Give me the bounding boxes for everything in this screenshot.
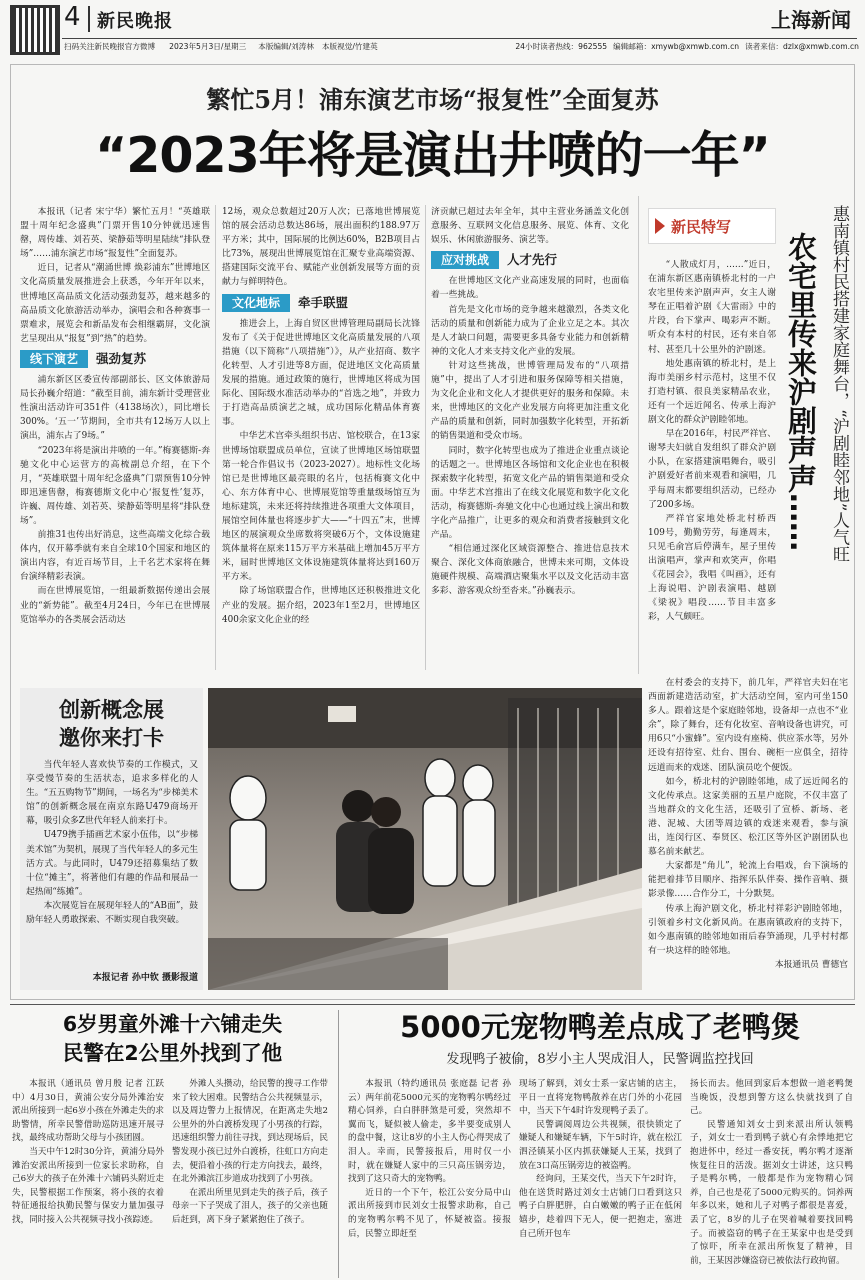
bottom-right-headline: 5000元宠物鸭差点成了老鸭煲: [400, 1010, 800, 1044]
paper-name: 新民晚报: [97, 11, 173, 32]
lead-c1-p2: 近日，记者从“潮涌世博 焕彩浦东”世博地区文化高质量发展推进会上获悉，今年开年以来，世博地区高品质文化活动强劲复苏，越来越多的高品质文化旅游活动举办，演唱会和各种赛事一票难求，展览会和新品发布会相继霸屏，文化演艺呈现出从“报复”到“热”的趋势。: [20, 263, 210, 344]
feature-c1-p3: 早在2016年，村民严祥官、谢琴夫妇就自发组织了群众沪剧小队，在家搭建演唱舞台，吸引沪剧爱好者前来观看和演唱，几乎每周末都要组织活动，已经办了200多场。: [648, 429, 776, 510]
subhead-text: 人才先行: [507, 252, 558, 268]
bottom-right-subheadline: 发现鸭子被偷，8岁小主人哭成泪人，民警调监控找回: [446, 1052, 754, 1067]
reader-email[interactable]: 读者来信：dzlx@xmwb.com.cn: [745, 42, 859, 51]
feature-column-1: [648, 258, 776, 674]
lead-kicker: 繁忙5月！浦东演艺市场“报复性”全面复苏: [206, 85, 659, 114]
feature-wide-p2: 如今，桥北村的沪剧睦邻地，成了远近闻名的文化传承点。这家美丽的五星户庭院，不仅丰富了当地群众的文化生活，还吸引了宣桥、新场、老港、泥城、大团等周边镇的戏迷来观看，参与演出，连闵行区、奉贤区、松江区等外区沪剧团队也慕名前来献艺。: [648, 776, 848, 858]
section-title: 上海新闻: [771, 8, 851, 32]
feature-vertical-kicker: 惠南镇村民搭建家庭舞台，“沪剧睦邻地”人气旺: [829, 205, 849, 563]
lead-column-2: [222, 205, 420, 675]
bottom-left-headline: [10, 1010, 335, 1068]
feature-column-wide: [648, 676, 848, 994]
photo-story-p2: U479携手插画艺术家小伍伟，以“步梯美术馆”为契机，展现了当代年轻人的多元生活方式。与此同时，U479还招募集结了数十位“摊主”，将著他们有趣的作品和展品一起热闹“练摊”。: [26, 830, 198, 897]
lead-column-3: [431, 205, 629, 675]
designer: 本版视觉/竹建英: [321, 42, 378, 51]
lead-c1-p1: 本报讯（记者 宋宁华）繁忙五月！“英雄联盟十周年纪念盛典”门票开售10分钟就迅速售罄，周传雄、刘若英、梁静茹等明星陆续“排队登场”……浦东演艺市场“报复性”全面复苏。: [20, 207, 210, 260]
photo-story-title: [20, 696, 203, 752]
feature-label-mark-icon: [655, 218, 665, 234]
subhead-challenges: [431, 251, 629, 269]
issue-date: 2023年5月3日/星期三: [169, 42, 247, 51]
feature-credit: 本报通讯员 曹德官: [774, 959, 848, 970]
lead-c3-p3: 首先是文化市场的竞争越来越激烈，各类文化活动的质量和创新能力成为了企业立足之本。其次是人才缺口问题，需要更多具备专业能力和创新精神的文化人才来支持文化产业的发展。: [431, 304, 629, 357]
subhead-tag: 文化地标: [222, 294, 290, 312]
subhead-live-shows: [20, 350, 210, 368]
bottom-right-p6: 扬长而去。他回到家后本想做一道老鸭煲当晚饭，没想到警方这么快就找到了自己。: [690, 1079, 853, 1117]
lead-c1-p5: 前推31也传出好消息，这些高端文化综合载体内，仅开幕季就有来自全球10个国家和地区的演出内容，有近百场节目，上千名艺术家将在舞台演绎精彩表演。: [20, 530, 210, 583]
photo-story-p3: 本次展览旨在展现年轻人的“AB面”，鼓励年轻人勇敢探索、不断实现自我突破。: [26, 900, 198, 926]
lead-c2-p2: 推进会上，上海自贸区世博管理局副局长沈锋发布了《关于促进世博地区文化高质量发展的八项措施（以下简称“八项措施”）》，从产业招商、数字化转型、人才引进等8方面，促进地区文化高质量发展的措施。通过政策的施行，世博地区将成为国际化、国际级水准活动举办的“首选之地”，并致力于打造高品质演艺之城，成功国际化精品体育赛事。: [222, 318, 420, 428]
lead-c3-p1: 济贡献已超过去年全年，其中主营业务涵盖文化创意服务、互联网文化信息服务、展览、体育、文化娱乐、休闲旅游服务、演艺等。: [431, 207, 629, 246]
lead-c1-p3: 浦东新区区委宣传部副部长、区文体旅游局局长孙巍介绍道：“截至目前，浦东新计受理营业性演出活动许可351件（4138场次），同比增长300%。‘五一’节期间，全市共有12场万人以上演出，浦东占了9场。”: [20, 375, 210, 442]
bottom-left-column-1: [12, 1078, 164, 1278]
bottom-left-headline-line2: 民警在2公里外找到了他: [62, 1041, 283, 1065]
feature-label: [648, 208, 776, 244]
bottom-right-column-3: [690, 1078, 853, 1278]
qr-caption: 扫码关注新民晚报官方微博: [64, 42, 156, 51]
subhead-tag: 应对挑战: [431, 251, 499, 269]
bottom-left-p4: 在派出所里见到走失的孩子后，孩子母亲一下子哭成了泪人，孩子的父亲也随后赶到，离下身子紧紧抱住了孩子。: [172, 1187, 328, 1225]
bottom-left-column-2: [172, 1078, 328, 1278]
photo-story-title-line2: 邀你来打卡: [59, 726, 164, 750]
bottom-right-p3: 现场了解到，刘女士系一家店铺的店主，平日一直将宠物鸭散养在店门外的小花园中，当天下午4时许发现鸭子丢了。: [519, 1079, 682, 1117]
bottom-right-p4: 民警调阅周边公共视频，很快锁定了嫌疑人和嫌疑车辆，下午5时许，就在松江泗泾镇某小区内抓获嫌疑人王某，找到了放在3口高压锅旁边的被盗鸭。: [519, 1119, 682, 1171]
subhead-text: 牵手联盟: [298, 294, 349, 310]
lead-c3-p6: “相信通过深化区域资源整合、推进信息技术聚合、深化文体商旅融合，世博未来可期，文体设施硬件规模、高端酒店聚集水平以及文化活动丰富多彩、游客观众纷至沓来。”孙巍表示。: [431, 544, 629, 597]
hotline: 24小时读者热线：962555: [515, 42, 608, 51]
feature-wide-p3: 大家都是“角儿”，轮流上台唱戏，台下演场的能把着排节目顺序、指挥乐队伴奏、操作音响、摄影录像……合作分工，十分默契。: [648, 861, 848, 900]
feature-label-text: 新民特写: [671, 217, 732, 236]
photo-story-p1: 当代年轻人喜欢快节奏的工作模式，又享受慢节奏的生活状态，追求多样化的人生。“五五购物节”期间，一场名为“步梯美术馆”的创新概念展在南京东路U479商场开幕，吸引众多Z世代年轻人前来打卡。: [26, 760, 198, 827]
lead-c2-p4: 除了场馆联盟合作，世博地区还积极推进文化产业的发展。据介绍，2023年1至2月，世博地区400余家文化企业的经: [222, 586, 420, 625]
info-bar: [64, 41, 859, 52]
page-number: 4: [64, 2, 81, 32]
bottom-right-p2: 近日的一个下午，松江公安分局中山派出所接到市民刘女士报警求助称，自己的宠物鸭尔鸭不见了，怀疑被盗。接报后，民警立即赶至: [348, 1187, 511, 1239]
subhead-text: 强劲复苏: [96, 350, 147, 366]
bottom-right-p7: 民警通知刘女士到来派出所认领鸭子，刘女士一看到鸭子就心有余悸地把它抱进怀中，经过一番安抚，鸭尔鸭才逐渐恢复往日的活泼。据刘女士讲述，这只鸭子是鸭尔鸭，一般都是作为宠物精心饲养，自己也是花了5000元购买的。饲养两年多以来，她和儿子对鸭子都很是喜爱，丢了它，8岁的儿子在哭着喊着要找回鸭子。而被盗窃的鸭子在王某家中也是受到了惊吓，所幸在派出所恢复了精神，目前，王某因涉嫌盗窃已被依法行政拘留。: [690, 1119, 853, 1266]
bottom-left-headline-line1: 6岁男童外滩十六铺走失: [62, 1012, 283, 1036]
feature-c1-p1: “人散成灯月，……”近日，在浦东新区惠南镇桥北村的一户农宅里传来沪剧声声，女主人谢琴在正唱着沪剧《大雷雨》中的片段，台下掌声、喝彩声不断。听众有本村的村民，还有来自邻村、甚至几十公里外的沪剧迷。: [648, 260, 776, 355]
lead-c2-p3: 中华艺术宫牵头组织书店、馆校联合，在13家世博场馆联盟成员单位，宣读了世博地区场馆联盟第一轮合作倡议书（2023-2027）。地标性文化场馆已是世博地区最亮眼的名片，包括梅赛文化中心、东方体育中心、世博展览馆等重量级场馆互为地标建筑，未来还将持续推进各项重大文体项目，展馆空间体量也将逐步扩大——“十四五”末，世博地区的展演观众坐席数将突破6万个，文体设施建筑体量将在原来115万平方米基础上增加45万平方米，届时世博地区文体设施建筑体量将达到160万平方米。: [222, 431, 420, 583]
subhead-landmark: [222, 294, 420, 312]
bottom-left-p1: 本报讯（通讯员 曾月殷 记者 江跃中）4月30日，黄浦公安分局外滩治安派出所接到一起6岁小孩在外滩走失的求助警情，所幸民警借助巡防迅速开展寻找，最终成功帮助父母与小孩团圆。: [12, 1079, 164, 1144]
bottom-left-p2: 当天中午12时30分许，黄浦分局外滩治安派出所接到一位家长求助称，自己6岁大的孩子在外滩十六铺码头附近走失，民警根据工作预案，将小孩的衣着特征通报给执勤民警与保安力量加强寻找，同时接入公共视频寻找小孩踪迹。: [12, 1146, 164, 1225]
lead-c1-p4: “2023年将是演出井喷的一年。”梅赛德斯-奔驰文化中心运营方的高梳副总介绍，在下个月，“英雄联盟十周年纪念盛典”门票预售10分钟即迅速售罄，梅赛德斯文化中心‘报复性’复苏，许巍、周传雄、刘若英、梁静茹等明星将“排队登场”。: [20, 445, 210, 526]
feature-c1-p4: 严祥官家地处桥北村桥西109号，勤勤劳劳，每逢周末，只见毛俞宫后停满车，屋子里传出演唱声，掌声和欢笑声，你唱《花园会》，我唱《叫画》，还有上海说唱、沪剧表演唱、越剧《梁祝》唱段……节目丰富多彩，人气颇旺。: [648, 513, 776, 623]
photo-story-title-line1: 创新概念展: [59, 698, 164, 722]
lead-c3-p5: 同时，数字化转型也成为了推进企业重点谈论的话题之一。世博地区各场馆和文化企业也在积极探索数字化转型，拓宽文化产品的销售渠道和受众面。中华艺术宫推出了在线文化展览和数字化文化活动，梅赛德斯-奔驰文化中心也通过线上演出和数字化产品推广，让更多的观众和消费者接触到文化产品。: [431, 445, 629, 541]
feature-wide-p1: 在村委会的支持下，前几年，严祥官夫妇在宅西面新建造活动室，扩大活动空间，室内可坐150多人。跟着这是个家庭睦邻地，设备却一点也不“业余”，除了舞台，还有化妆室、音响设备也讲究，可用6只“小蜜蜂”。室内设有座椅、供应茶水等，另外还设有招待室、灶台、围台、碗柜一应俱全，招待远道而来的戏迷、团队演员吃个便饭。: [648, 678, 848, 773]
bottom-right-p1: 本报讯（特约通讯员 张庭磊 记者 孙云）两年前花5000元买的宠物鸭尔鸭经过精心饲养，白白胖胖煞是可爱，突然却不翼而飞，疑似被人偷走，多半要变成别人的盘中餐，这让8岁的小主人伤心得哭成了泪人。幸而，民警接报后，用时仅一小时，就在嫌疑人家中的三只高压锅旁边，找到了这只奇大的宠物鸭。: [348, 1079, 511, 1185]
lead-c2-p1: 12场，观众总数超过20万人次；已落地世博展览馆的展会活动总数达86场，展出面积约188.97万平方米；其中，国际展的比例达60%，B2B项目占比73%，展现出世博展览馆在汇聚专业高端资源、搭建国际交流平台、赋能产业创新发展等方面的贡献力与鲜明特色。: [222, 207, 420, 288]
lead-c3-p2: 在世博地区文化产业高速发展的同时，也面临着一些挑战。: [431, 276, 629, 301]
feature-c1-p2: 地处惠南镇的桥北村，是上海市美丽乡村示范村，这里不仅打造村镇、很良美家精品农业，还有一个远近闻名、传承上海沪剧文化的群众沪剧睦邻地。: [648, 358, 776, 426]
lead-c3-p4: 针对这些挑战，世博管理局发布的“八项措施”中，提出了人才引进和服务保障等相关措施，为文化企业和文化人才提供更好的服务和保障。未来，世博地区的文化产业发展方向将更加注重文化产品的质量和创新，同时加强数字化转型，开拓新的销售渠道和受众市场。: [431, 360, 629, 442]
feature-wide-p4: 传承上海沪剧文化，桥北村祥彩沪剧睦邻地，引领着乡村文化新风尚。在惠南镇政府的支持下，如今惠南镇的睦邻地如雨后春笋涌现，几乎村村都有一块这样的睦邻地。: [648, 903, 848, 956]
photo-story-body: [26, 758, 198, 970]
bottom-right-p5: 经询问，王某交代，当天下午2时许，他在送货时路过刘女士店铺门口看到这只鸭子白胖肥胖，白白嫩嫩的鸭子正在低闲嬉步，趁着四下无人，便一把抱走，塞进自己所开包车: [519, 1174, 682, 1239]
exhibition-photo: [208, 688, 642, 990]
bottom-right-column-2: [519, 1078, 682, 1278]
photo-story-credit: 本报记者 孙中钦 摄影报道: [92, 973, 198, 983]
photo-illustration: [208, 688, 642, 990]
lead-headline: “2023年将是演出井喷的一年”: [95, 127, 770, 184]
feature-vertical-headline: 农宅里传来沪剧声声……: [784, 232, 818, 551]
qr-code-icon[interactable]: [10, 5, 60, 55]
editor: 本版编辑/刘涛林: [258, 42, 314, 51]
lead-c1-p6: 而在世博展览馆，一组最新数据传递出会展业的“新势能”。截至4月24日，今年已在世博展览馆举办的各类展会活动达: [20, 586, 210, 625]
bottom-right-column-1: [348, 1078, 511, 1278]
subhead-tag: 线下演艺: [20, 350, 88, 368]
bottom-left-p3: 外滩人头攒动，给民警的搜寻工作带来了较大困难。民警结合公共视频显示，以及周边警力上报情况，在距离走失地2公里外的外白渡桥发现了小男孩的行踪，迅速组织警力前往寻找，到达现场后，民警发现小孩已过外白渡桥，往虹口方向走去，便沿着小孩的行走方向找去，最终，在北外滩滨江步道成功找到了小男孩。: [172, 1079, 328, 1185]
editor-email[interactable]: 编辑邮箱：xmywb@xmwb.com.cn: [613, 42, 740, 51]
masthead: [0, 0, 865, 64]
lead-column-1: [20, 205, 210, 675]
